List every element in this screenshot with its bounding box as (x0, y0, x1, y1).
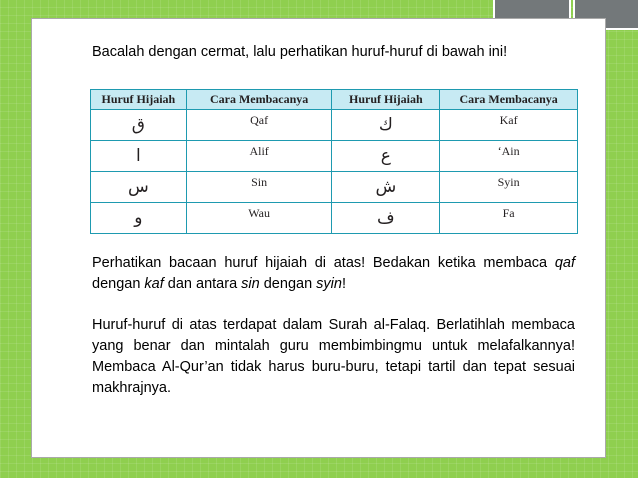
arabic-letter: ا (91, 141, 187, 172)
arabic-letter: ك (332, 110, 440, 141)
emphasis-qaf: qaf (554, 255, 575, 271)
letter-name: Sin (186, 172, 332, 203)
table-row (91, 110, 578, 141)
letter-name: Fa (440, 203, 578, 234)
column-header: Huruf Hijaiah (332, 90, 440, 110)
letter-name: Kaf (440, 110, 578, 141)
emphasis-kaf: kaf (144, 276, 164, 292)
column-header: Cara Membacanya (440, 90, 578, 110)
letter-name: Syin (440, 172, 578, 203)
column-header: Cara Membacanya (186, 90, 332, 110)
arabic-letter: و (91, 203, 187, 234)
table-header-row (91, 90, 578, 110)
arabic-letter: ق (91, 110, 187, 141)
emphasis-sin: sin (241, 276, 260, 292)
letter-name: Wau (186, 203, 332, 234)
arabic-letter: س (91, 172, 187, 203)
slide-content (31, 18, 606, 458)
arabic-letter: ش (332, 172, 440, 203)
table-row (91, 172, 578, 203)
paragraph-practice: Huruf-huruf di atas terdapat dalam Surah al-Falaq. Berlatihlah membaca yang benar dan mintalah guru membimbingmu untuk melafalkannya! Membaca Al-Qur’an tidak harus buru-buru, tetapi tartil dan tepat sesuai makhrajnya. (92, 317, 575, 396)
letter-name: ‘Ain (440, 141, 578, 172)
table-row (91, 141, 578, 172)
letter-name: Alif (186, 141, 332, 172)
instruction-text: Bacalah dengan cermat, lalu perhatikan huruf-huruf di bawah ini! (92, 44, 508, 60)
arabic-letter: ف (332, 203, 440, 234)
emphasis-syin: syin (316, 276, 342, 292)
letter-name: Qaf (186, 110, 332, 141)
column-header: Huruf Hijaiah (91, 90, 187, 110)
table-row (91, 203, 578, 234)
arabic-letter: ع (332, 141, 440, 172)
hijaiah-table (90, 89, 578, 234)
paragraph-compare-letters: Perhatikan bacaan huruf hijaiah di atas! Bedakan ketika membaca qaf dengan kaf dan antara sin dengan syin! (92, 255, 575, 292)
